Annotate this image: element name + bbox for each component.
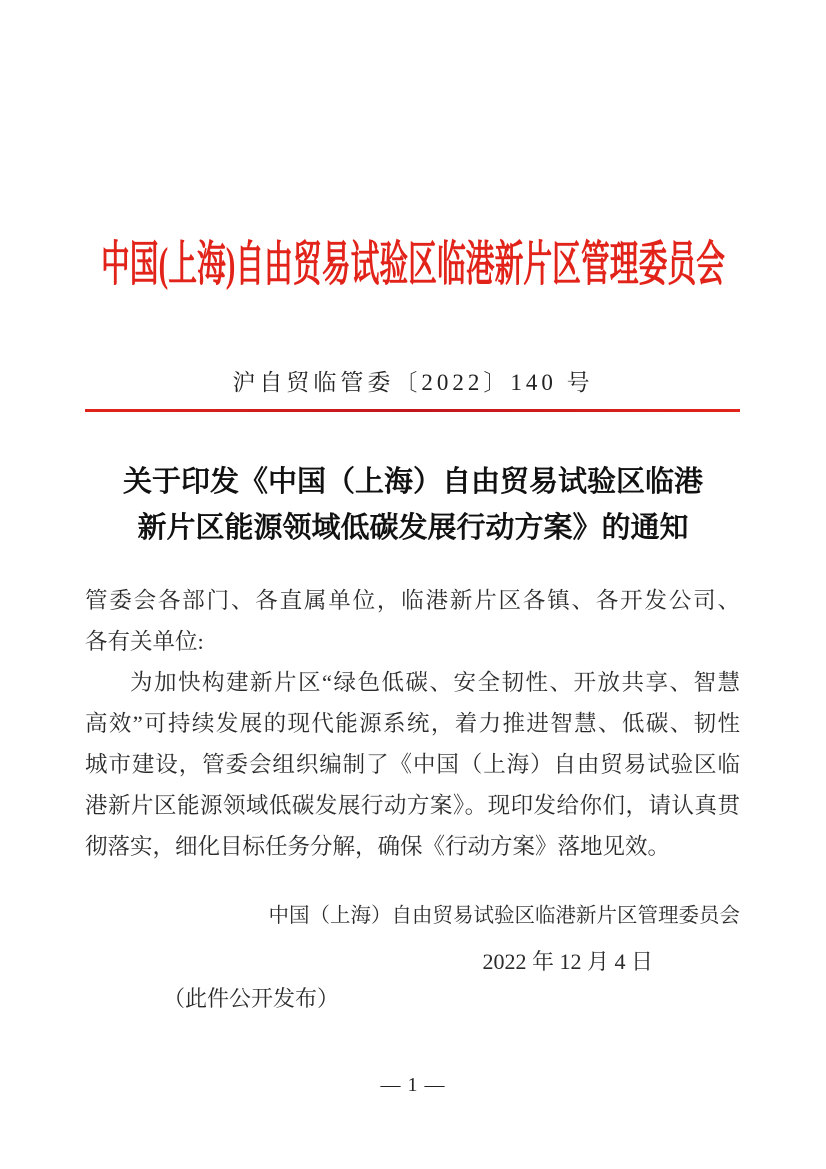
body-line-paragraph-3: 城市建设，管委会组织编制了《中国（上海）自由贸易试验区临 <box>85 752 740 777</box>
body-line-paragraph-4: 港新片区能源领域低碳发展行动方案》。现印发给你们，请认真贯 <box>85 793 740 818</box>
agency-masthead <box>0 236 826 294</box>
body-line-paragraph-1: 为加快构建新片区“绿色低碳、安全韧性、开放共享、智慧 <box>130 670 740 695</box>
issue-date: 2022 年 12 月 4 日 <box>482 949 653 974</box>
notice-body <box>85 580 740 867</box>
body-line-salutation-2: 各有关单位: <box>85 629 204 654</box>
body-line-paragraph-2: 高效”可持续发展的现代能源系统，着力推进智慧、低碳、韧性 <box>85 711 740 736</box>
notice-title-line-2: 新片区能源领域低碳发展行动方案》的通知 <box>137 512 689 544</box>
notice-title-line-1: 关于印发《中国（上海）自由贸易试验区临港 <box>122 466 703 498</box>
issuing-agency-signature: 中国（上海）自由贸易试验区临港新片区管理委员会 <box>268 905 740 927</box>
document-reference-number: 沪自贸临管委〔2022〕140 号 <box>232 370 594 395</box>
red-divider-line <box>85 409 740 412</box>
page-number: — 1 — <box>380 1074 446 1096</box>
agency-masthead-text: 中国(上海)自由贸易试验区临港新片区管理委员会 <box>101 238 726 291</box>
body-line-paragraph-5: 彻落实，细化目标任务分解，确保《行动方案》落地见效。 <box>85 834 671 859</box>
public-release-note: （此件公开发布） <box>163 986 340 1011</box>
notice-title <box>0 459 826 551</box>
body-line-salutation-1: 管委会各部门、各直属单位，临港新片区各镇、各开发公司、 <box>85 588 740 613</box>
